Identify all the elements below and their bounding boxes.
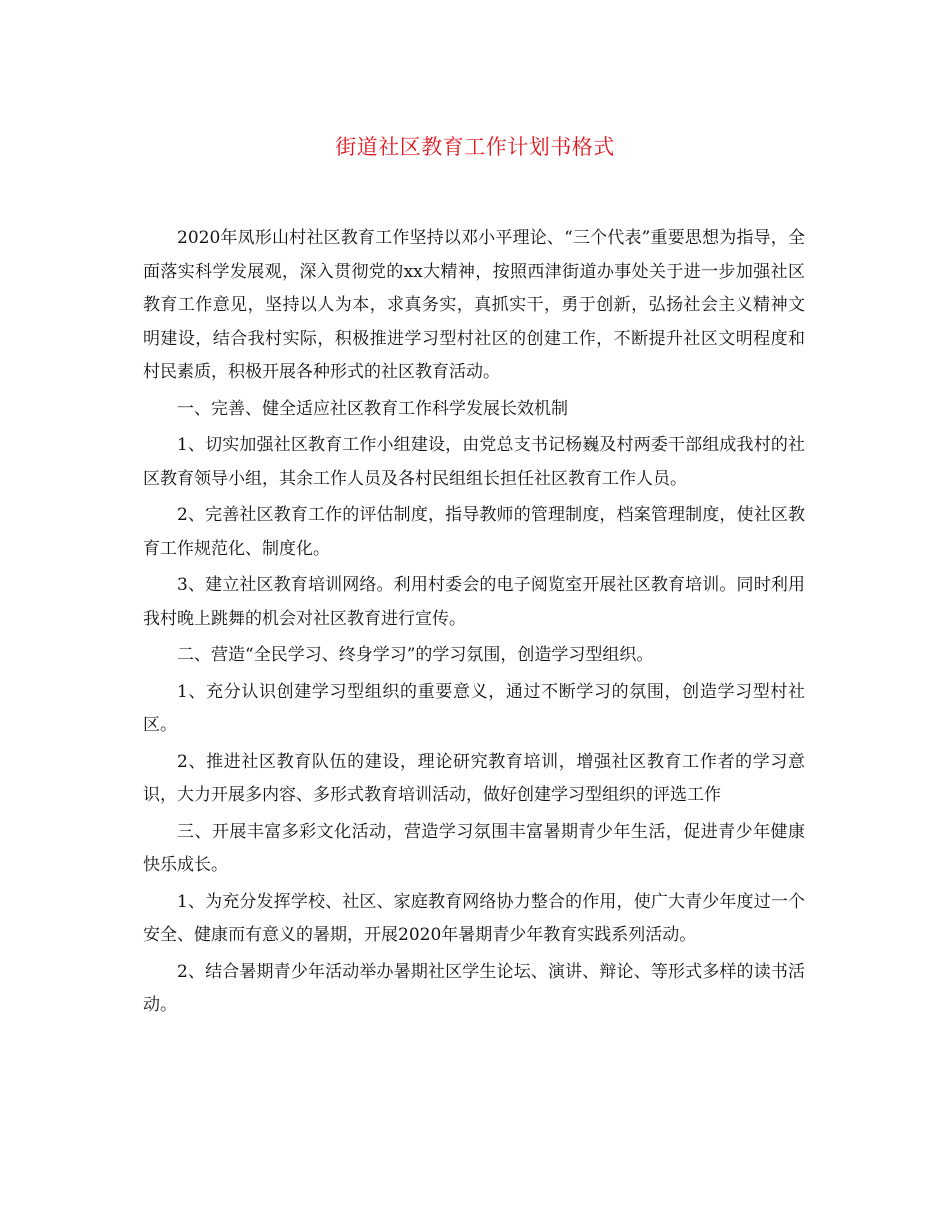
paragraph-item: 1、充分认识创建学习型组织的重要意义，通过不断学习的氛围，创造学习型村社区。 <box>143 681 805 735</box>
paragraph-item: 3、建立社区教育培训网络。利用村委会的电子阅览室开展社区教育培训。同时利用我村晚上跳舞的机会对社区教育进行宣传。 <box>143 575 805 629</box>
paragraph-item: 2、完善社区教育工作的评估制度，指导教师的管理制度，档案管理制度，使社区教育工作规范化、制度化。 <box>143 505 805 559</box>
section-heading-1: 一、完善、健全适应社区教育工作科学发展长效机制 <box>177 398 568 419</box>
section-heading-3: 三、开展丰富多彩文化活动，营造学习氛围丰富暑期青少年生活，促进青少年健康快乐成长。 <box>143 821 805 875</box>
paragraph-item: 1、切实加强社区教育工作小组建设，由党总支书记杨巍及村两委干部组成我村的社区教育领导小组，其余工作人员及各村民组组长担任社区教育工作人员。 <box>143 435 805 489</box>
paragraph-item: 2、结合暑期青少年活动举办暑期社区学生论坛、演讲、辩论、等形式多样的读书活动。 <box>143 961 805 1015</box>
document-body <box>143 222 805 1023</box>
paragraph-item: 1、为充分发挥学校、社区、家庭教育网络协力整合的作用，使广大青少年度过一个安全、健康而有意义的暑期，开展2020年暑期青少年教育实践系列活动。 <box>143 891 805 945</box>
section-heading-2: 二、营造“全民学习、终身学习”的学习氛围，创造学习型组织。 <box>177 645 654 665</box>
paragraph-intro: 2020年凤形山村社区教育工作坚持以邓小平理论、“三个代表”重要思想为指导，全面落实科学发展观，深入贯彻党的xx大精神，按照西津街道办事处关于进一步加强社区教育工作意见，坚持以人为本，求真务实，真抓实干，勇于创新，弘扬社会主义精神文明建设，结合我村实际，积极推进学习型村社区的创建工作，不断提升社区文明程度和村民素质，积极开展各种形式的社区教育活动。 <box>143 228 805 382</box>
document-title: 街道社区教育工作计划书格式 <box>335 135 615 159</box>
paragraph-item: 2、推进社区教育队伍的建设，理论研究教育培训，增强社区教育工作者的学习意识，大力开展多内容、多形式教育培训活动，做好创建学习型组织的评选工作 <box>143 751 805 805</box>
